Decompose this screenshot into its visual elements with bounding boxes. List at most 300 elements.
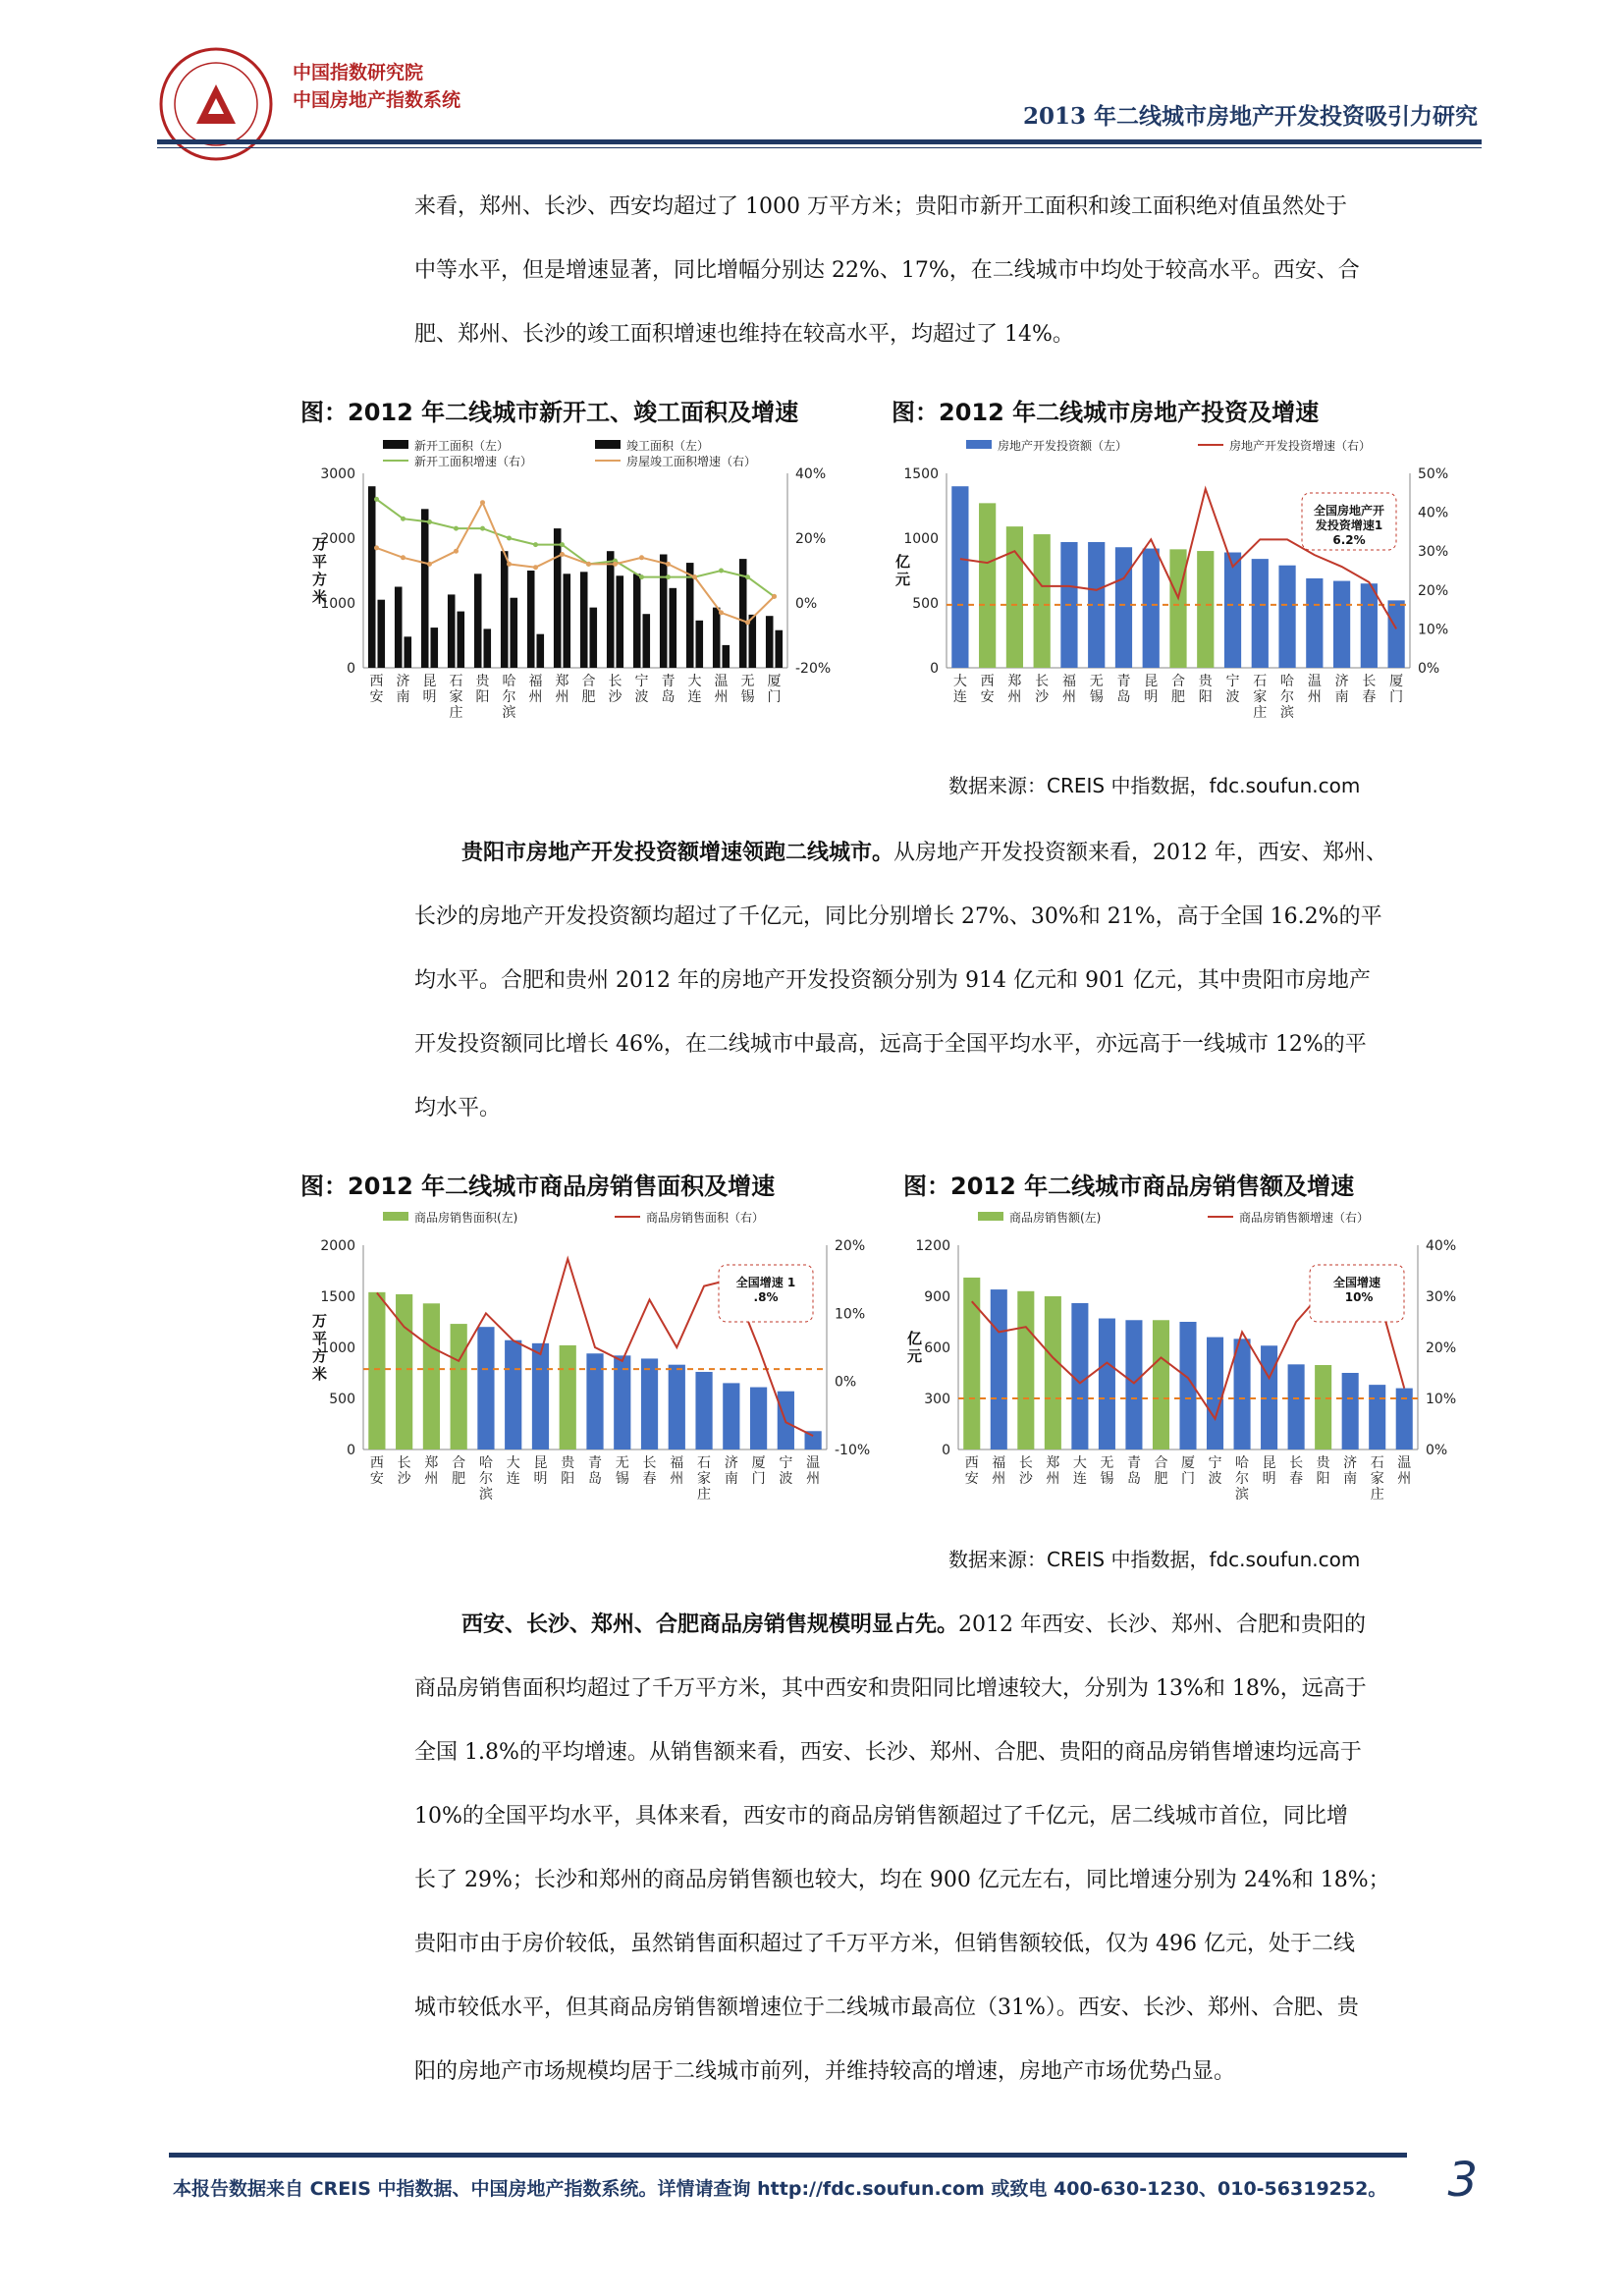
y-tick-label: 1000 [903, 531, 939, 547]
category-label: 安 [369, 1471, 384, 1487]
y-tick-label: 300 [924, 1392, 950, 1407]
category-label: 明 [422, 689, 437, 705]
category-label: 锡 [1089, 689, 1104, 705]
category-label: 肥 [581, 689, 596, 705]
category-label: 哈 [1280, 674, 1295, 689]
category-label: 温 [1397, 1455, 1412, 1471]
category-label: 长 [397, 1455, 411, 1471]
category-label: 春 [642, 1471, 657, 1487]
category-label: 郑 [424, 1455, 439, 1471]
category-label: 岛 [1126, 1471, 1141, 1487]
series-point [639, 574, 644, 579]
category-label: 宁 [1208, 1455, 1222, 1471]
p2-line: 开发投资额同比增长 46%，在二线城市中最高，远高于全国平均水平，亦远高于一线城市 12%的平 [414, 1032, 1367, 1057]
category-label: 庄 [449, 705, 463, 721]
bar [448, 594, 456, 668]
category-label: 春 [1362, 689, 1377, 705]
bar [590, 608, 598, 668]
bar [1396, 1389, 1413, 1449]
category-label: 州 [670, 1471, 684, 1487]
series-point [560, 552, 565, 557]
category-label: 石 [1253, 674, 1268, 689]
category-label: 温 [714, 674, 729, 689]
category-label: 无 [1100, 1455, 1114, 1471]
category-label: 合 [452, 1455, 466, 1471]
y2-tick-label: 30% [1426, 1289, 1457, 1305]
category-label: 阳 [1316, 1471, 1330, 1487]
category-label: 福 [1061, 674, 1076, 689]
y2-tick-label: 40% [795, 466, 827, 482]
y-tick-label: 2000 [320, 1238, 355, 1254]
y2-tick-label: 40% [1418, 505, 1449, 521]
legend-label: 商品房销售面积（右） [646, 1211, 765, 1225]
category-label: 昆 [422, 674, 437, 689]
category-label: 宁 [1225, 674, 1240, 689]
y-tick-label: 600 [924, 1340, 950, 1356]
category-label: 宁 [779, 1455, 793, 1471]
bar [1333, 581, 1350, 668]
footer-text: 本报告数据来自 CREIS 中指数据、中国房地产指数系统。详情请查询 http://fdc.soufun.com 或致电 400-630-1230、010-56319252。 [173, 2178, 1387, 2200]
y2-tick-label: 10% [1426, 1392, 1457, 1407]
chart-sales-area [300, 1204, 890, 1548]
p2-line: 长沙的房地产开发投资额均超过了千亿元，同比分别增长 27%、30%和 21%，高于全国 16.2%的平 [414, 904, 1382, 929]
bar [643, 614, 651, 668]
series-point [613, 562, 618, 567]
header-rule [157, 139, 1482, 144]
category-label: 西 [369, 1455, 384, 1471]
y-axis-label-char: 米 [312, 588, 328, 606]
series-point [719, 610, 724, 615]
category-label: 滨 [502, 705, 516, 721]
category-label: 石 [1370, 1455, 1384, 1471]
figure-3-caption: 图：2012 年二线城市商品房销售面积及增速 [300, 1173, 776, 1200]
p2-line: 均水平。 [414, 1096, 502, 1121]
legend-label: 商品房销售额增速（右） [1239, 1211, 1370, 1225]
bar [580, 572, 588, 668]
y2-tick-label: 0% [1426, 1443, 1448, 1458]
category-label: 郑 [555, 674, 569, 689]
category-label: 青 [1116, 674, 1131, 689]
category-label: 昆 [1262, 1455, 1276, 1471]
y-tick-label: 500 [912, 596, 939, 612]
paragraph-1 [414, 175, 1477, 366]
category-label: 哈 [478, 1455, 493, 1471]
bar [1099, 1319, 1115, 1449]
bar [1197, 551, 1214, 668]
category-label: 安 [980, 689, 995, 705]
y-axis-label-char: 方 [312, 1347, 328, 1365]
bar [1115, 547, 1132, 668]
category-label: 厦 [751, 1455, 766, 1471]
y-tick-label: 1000 [320, 1340, 355, 1356]
footer-rule [169, 2153, 1407, 2158]
series-point [454, 526, 459, 531]
chart-new-completed-area [300, 432, 850, 766]
series-point [454, 549, 459, 554]
bar [979, 503, 996, 668]
legend-swatch [383, 440, 408, 449]
category-label: 锡 [740, 689, 755, 705]
series-point [374, 497, 379, 502]
y2-tick-label: 10% [835, 1306, 866, 1323]
bar [1388, 600, 1405, 668]
p1-line: 中等水平，但是增速显著，同比增幅分别达 22%、17%，在二线城市中均处于较高水平。西安、合 [414, 258, 1360, 283]
p3-line: 10%的全国平均水平，具体来看，西安市的商品房销售额超过了千亿元，居二线城市首位，同比增 [414, 1804, 1348, 1829]
bar [477, 1327, 494, 1449]
bar [1361, 583, 1378, 668]
category-label: 贵 [1198, 674, 1213, 689]
bar [423, 1303, 440, 1449]
callout-text: 全国增速 1 .8% [735, 1276, 796, 1304]
y-tick-label: 500 [329, 1392, 355, 1407]
bar [1234, 1339, 1251, 1449]
series-point [480, 500, 485, 505]
category-label: 大 [952, 674, 967, 689]
category-label: 长 [642, 1455, 657, 1471]
category-label: 济 [724, 1455, 738, 1471]
category-label: 尔 [502, 689, 516, 705]
y-tick-label: 1500 [320, 1289, 355, 1305]
series-point [401, 555, 406, 560]
bar [368, 486, 376, 668]
category-label: 青 [1126, 1455, 1141, 1471]
callout [1302, 493, 1396, 550]
bar [1315, 1365, 1331, 1449]
bar [1306, 578, 1323, 668]
y-tick-label: 0 [347, 661, 355, 677]
legend-label: 新开工面积（左） [414, 439, 510, 453]
series-point [533, 542, 538, 547]
category-label: 沙 [397, 1471, 411, 1487]
category-label: 岛 [1116, 689, 1131, 705]
category-label: 波 [1208, 1471, 1222, 1487]
y2-tick-label: -20% [795, 661, 832, 677]
category-label: 阳 [561, 1471, 575, 1487]
bar [484, 629, 492, 668]
category-label: 春 [1289, 1471, 1304, 1487]
y-axis-label-char: 亿 [907, 1330, 923, 1347]
category-label: 沙 [1018, 1471, 1033, 1487]
bar [395, 587, 403, 669]
p3-lead: 西安、长沙、郑州、合肥商品房销售规模明显占先。 [461, 1612, 959, 1637]
bar [723, 1383, 739, 1449]
y2-tick-label: 20% [1426, 1340, 1457, 1356]
category-label: 济 [1334, 674, 1349, 689]
series-point [560, 542, 565, 547]
y2-tick-label: -10% [835, 1443, 871, 1458]
series-point [533, 565, 538, 570]
category-label: 长 [1289, 1455, 1304, 1471]
category-label: 州 [1307, 689, 1322, 705]
category-label: 阳 [475, 689, 490, 705]
series-point [719, 569, 724, 574]
category-label: 青 [661, 674, 676, 689]
category-label: 济 [396, 674, 410, 689]
p3-line: 阳的房地产市场规模均居于二线城市前列，并维持较高的增速，房地产市场优势凸显。 [414, 2059, 1236, 2084]
bar [396, 1294, 412, 1449]
bar [431, 628, 439, 668]
y2-tick-label: 30% [1418, 544, 1449, 561]
category-label: 连 [1072, 1471, 1087, 1487]
category-label: 家 [449, 689, 463, 705]
y-tick-label: 2000 [320, 531, 355, 547]
y2-tick-label: 10% [1418, 622, 1449, 638]
p3-line: 城市较低水平，但其商品房销售额增速位于二线城市最高位（31%）。西安、长沙、郑州、合肥、贵 [414, 1995, 1359, 2020]
category-label: 庄 [1253, 705, 1268, 721]
category-label: 厦 [767, 674, 782, 689]
bar [1224, 553, 1241, 668]
y2-tick-label: 0% [835, 1374, 857, 1391]
category-label: 贵 [1316, 1455, 1330, 1471]
bar [696, 621, 704, 668]
callout [1310, 1265, 1404, 1322]
category-label: 尔 [478, 1471, 493, 1487]
category-label: 合 [581, 674, 596, 689]
data-source-1: 数据来源：CREIS 中指数据，fdc.soufun.com [948, 774, 1361, 797]
bar [586, 1353, 603, 1449]
series-line [377, 503, 775, 623]
category-label: 庄 [697, 1487, 712, 1503]
category-label: 明 [533, 1471, 548, 1487]
series-point [507, 536, 512, 541]
category-label: 肥 [1171, 689, 1185, 705]
bar [750, 1388, 767, 1449]
category-label: 郑 [1046, 1455, 1060, 1471]
category-label: 州 [555, 689, 569, 705]
figure-4-caption: 图：2012 年二线城市商品房销售额及增速 [903, 1173, 1355, 1200]
y-tick-label: 1000 [320, 596, 355, 612]
y-axis-label-char: 平 [312, 553, 328, 571]
series-point [745, 574, 750, 579]
bar [527, 571, 535, 668]
category-label: 哈 [1235, 1455, 1250, 1471]
bar [1153, 1320, 1169, 1449]
category-label: 岛 [588, 1471, 602, 1487]
category-label: 大 [1072, 1455, 1087, 1471]
y-axis-label-char: 平 [312, 1330, 328, 1347]
bar [695, 1372, 712, 1449]
legend-label: 商品房销售额(左) [1009, 1211, 1102, 1225]
category-label: 无 [740, 674, 755, 689]
bar [451, 1324, 467, 1449]
series-point [772, 594, 777, 599]
y-tick-label: 0 [942, 1443, 950, 1458]
legend-label: 商品房销售面积(左) [414, 1211, 518, 1225]
category-label: 州 [1397, 1471, 1412, 1487]
category-label: 安 [964, 1471, 979, 1487]
category-label: 门 [767, 689, 782, 705]
y-axis-label-char: 元 [907, 1347, 923, 1365]
y2-tick-label: 50% [1418, 466, 1449, 482]
y-tick-label: 3000 [320, 466, 355, 482]
series-point [480, 526, 485, 531]
series-point [427, 519, 432, 524]
bar [633, 574, 641, 668]
y-tick-label: 1500 [903, 466, 939, 482]
y-axis-label-char: 米 [312, 1365, 328, 1383]
bar [670, 588, 677, 668]
category-label: 大 [687, 674, 702, 689]
series-point [666, 574, 671, 579]
category-label: 门 [751, 1471, 766, 1487]
category-label: 南 [724, 1471, 738, 1487]
category-label: 滨 [1235, 1487, 1250, 1503]
category-label: 州 [1061, 689, 1076, 705]
paragraph-2 [414, 821, 1477, 1140]
bar [1125, 1320, 1142, 1449]
p3-line-first [414, 1593, 1477, 1657]
y-axis-label-char: 方 [312, 571, 328, 588]
bar [368, 1292, 385, 1449]
category-label: 安 [369, 689, 384, 705]
category-label: 州 [714, 689, 729, 705]
category-label: 宁 [634, 674, 649, 689]
academy-logo [157, 45, 275, 163]
p3-line: 商品房销售面积均超过了千万平方米，其中西安和贵阳同比增速较大，分别为 13%和 18%，远高于 [414, 1676, 1367, 1701]
category-label: 哈 [502, 674, 516, 689]
category-label: 家 [697, 1471, 712, 1487]
category-label: 长 [1362, 674, 1377, 689]
category-label: 连 [506, 1471, 520, 1487]
category-label: 连 [952, 689, 967, 705]
y2-tick-label: 20% [835, 1238, 866, 1254]
header-rule-thin [157, 147, 1482, 148]
bar [1169, 549, 1186, 668]
category-label: 石 [697, 1455, 712, 1471]
chart-investment [884, 432, 1473, 766]
category-label: 贵 [475, 674, 490, 689]
category-label: 西 [369, 674, 384, 689]
p1-line: 肥、郑州、长沙的竣工面积增速也维持在较高水平，均超过了 14%。 [414, 322, 1074, 347]
series-point [507, 562, 512, 567]
category-label: 滨 [478, 1487, 493, 1503]
category-label: 庄 [1370, 1487, 1384, 1503]
category-label: 西 [980, 674, 995, 689]
bar [669, 1365, 685, 1449]
y-tick-label: 900 [924, 1289, 950, 1305]
category-label: 昆 [1144, 674, 1159, 689]
category-label: 贵 [561, 1455, 575, 1471]
category-label: 福 [670, 1455, 684, 1471]
category-label: 长 [1018, 1455, 1033, 1471]
bar [405, 636, 412, 668]
p3-line: 贵阳市由于房价较低，虽然销售面积超过了千万平方米，但销售额较低，仅为 496 亿元，处于二线 [414, 1932, 1355, 1956]
figure-2-caption: 图：2012 年二线城市房地产投资及增速 [892, 399, 1320, 426]
header-org [293, 59, 460, 114]
series-point [374, 545, 379, 550]
bar [963, 1278, 980, 1449]
bar [641, 1358, 658, 1449]
bar [1017, 1291, 1034, 1449]
y-axis-label-char: 万 [312, 535, 328, 553]
category-label: 州 [1046, 1471, 1060, 1487]
series-point [745, 620, 750, 625]
bar [1369, 1385, 1385, 1449]
legend-swatch [966, 440, 992, 449]
bar [607, 551, 615, 668]
y2-tick-label: 40% [1426, 1238, 1457, 1254]
bar [1034, 534, 1051, 668]
category-label: 锡 [615, 1471, 629, 1487]
page-number: 3 [1447, 2153, 1478, 2208]
p3-line: 长了 29%；长沙和郑州的商品房销售额也较大，均在 900 亿元左右，同比增速分别为 24%和 18%； [414, 1868, 1390, 1892]
bar [1288, 1364, 1305, 1449]
bar [617, 575, 624, 668]
bar [1278, 566, 1295, 668]
category-label: 长 [608, 674, 622, 689]
category-label: 明 [1262, 1471, 1276, 1487]
category-label: 州 [1007, 689, 1022, 705]
category-label: 波 [634, 689, 649, 705]
callout [719, 1265, 813, 1322]
bar [554, 528, 562, 668]
category-label: 州 [806, 1471, 821, 1487]
y-tick-label: 0 [930, 661, 939, 677]
paragraph-3 [414, 1593, 1477, 2104]
category-label: 门 [1181, 1471, 1195, 1487]
bar [474, 574, 482, 668]
category-label: 州 [528, 689, 543, 705]
bar [776, 630, 784, 668]
category-label: 济 [1343, 1455, 1358, 1471]
y-tick-label: 1200 [915, 1238, 950, 1254]
series-point [427, 562, 432, 567]
legend-label: 新开工面积增速（右） [414, 455, 533, 468]
bar [564, 574, 571, 668]
category-label: 州 [424, 1471, 439, 1487]
category-label: 厦 [1181, 1455, 1195, 1471]
legend-label: 房地产开发投资增速（右） [1229, 439, 1372, 453]
bar [766, 616, 774, 668]
category-label: 沙 [608, 689, 622, 705]
org-line2: 中国房地产指数系统 [293, 89, 461, 111]
y2-tick-label: 0% [1418, 661, 1440, 677]
category-label: 无 [1089, 674, 1104, 689]
category-label: 南 [1334, 689, 1349, 705]
chart-sales-amount [895, 1204, 1481, 1548]
p3-line: 2012 年西安、长沙、郑州、合肥和贵阳的 [958, 1613, 1366, 1637]
category-label: 昆 [533, 1455, 548, 1471]
category-label: 波 [779, 1471, 793, 1487]
bar [501, 551, 509, 668]
category-label: 连 [687, 689, 702, 705]
bar [1342, 1373, 1359, 1449]
category-label: 肥 [1154, 1471, 1168, 1487]
callout-text: 全国增速 10% [1332, 1276, 1381, 1304]
category-label: 沙 [1035, 689, 1050, 705]
bar [1252, 559, 1269, 668]
category-label: 家 [1253, 689, 1268, 705]
bar [1143, 549, 1160, 668]
bar [505, 1340, 521, 1449]
p2-lead: 贵阳市房地产开发投资额增速领跑二线城市。 [461, 840, 894, 865]
category-label: 南 [1343, 1471, 1358, 1487]
category-label: 南 [396, 689, 410, 705]
bar [951, 486, 968, 668]
category-label: 郑 [1007, 674, 1022, 689]
legend-swatch [978, 1212, 1003, 1221]
legend-label: 房地产开发投资额（左） [998, 439, 1128, 453]
bar [560, 1345, 576, 1449]
callout-text: 全国房地产开发投资增速1 6.2% [1313, 504, 1385, 547]
legend-label: 竣工面积（左） [626, 439, 710, 453]
category-label: 锡 [1100, 1471, 1114, 1487]
report-title: 2013 年二线城市房地产开发投资吸引力研究 [1022, 103, 1478, 130]
category-label: 合 [1154, 1455, 1168, 1471]
p2-line-first [414, 821, 1477, 885]
y-axis-label-char: 万 [312, 1312, 328, 1330]
category-label: 岛 [661, 689, 676, 705]
